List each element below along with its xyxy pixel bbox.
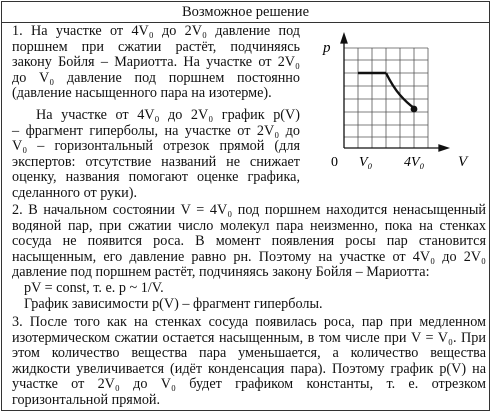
initial-state-point (411, 106, 418, 113)
para3-line: 2. В начальном состоянии V = 4V₀ под поршнем находится ненасыщенный (12, 202, 486, 218)
para3-line: сосуда не появится роса. В момент появления росы пар становится (12, 233, 486, 250)
tick-label-4v0: 4V₀ (404, 155, 425, 170)
para2-line: – фрагмент гиперболы, на участке от 2V₀ до (12, 122, 300, 139)
para2-line: V₀ – горизонтальный отрезок прямой (для (12, 138, 300, 155)
para3-line: pV = const, т. е. p ~ 1/V. (24, 279, 164, 296)
tick-label-v0: V₀ (359, 155, 373, 170)
para4-line: изотермическом сжатии остается насыщенным, в том числе при V = V₀. При (12, 329, 486, 346)
para3-line: водяной пар, при сжатии число молекул пара неизменно, пока на стенках (12, 217, 486, 234)
para3-line: График зависимости p(V) – фрагмент гиперболы. (24, 295, 323, 312)
para1-line: (давление насыщенного пара на изотерме). (12, 85, 272, 102)
header-title: Возможное решение (2, 2, 489, 23)
y-axis-label: p (323, 40, 331, 56)
para3-line: давление под поршнем растёт, подчиняясь закону Бойля – Мариотта: (12, 264, 430, 281)
para2-line: экспертов: отсутствие названий не снижает (12, 153, 300, 170)
para4-line: горизонтальной прямой. (12, 391, 161, 408)
para4-line: участке от 2V₀ до V₀ будет графиком константы, т. е. отрезком (12, 376, 486, 393)
para3-line: насыщенным, его давление равно pн. Поэтому на участке от 4V₀ до 2V₀ (12, 248, 486, 265)
para2-line: На участке от 4V₀ до 2V₀ график p(V) (36, 107, 300, 123)
para4-line: этом количество вещества пара уменьшается, а количество вещества (12, 345, 486, 362)
x-axis-label: V (458, 154, 468, 170)
para1-line: до V₀ давление под поршнем постоянно (12, 69, 300, 86)
para2-line: сделанного от руки). (12, 184, 137, 201)
graph-axes (341, 34, 448, 151)
para1-line: закону Бойля – Мариотта. На участке от 2V₀ (12, 54, 300, 71)
para1-line: поршнем при сжатии растёт, подчиняясь (12, 38, 300, 55)
para4-line: 3. После того как на стенках сосуда появилась роса, пар при медленном (12, 314, 486, 330)
para4-line: жидкости увеличивается (идёт конденсация пара). Поэтому график p(V) на (12, 360, 486, 377)
graph-grid (344, 48, 428, 148)
para2-line: оценку, названия помогают оценке графика, (12, 169, 300, 186)
para1-line: 1. На участке от 4V₀ до 2V₀ давление под (12, 23, 300, 39)
origin-label: 0 (331, 155, 338, 170)
